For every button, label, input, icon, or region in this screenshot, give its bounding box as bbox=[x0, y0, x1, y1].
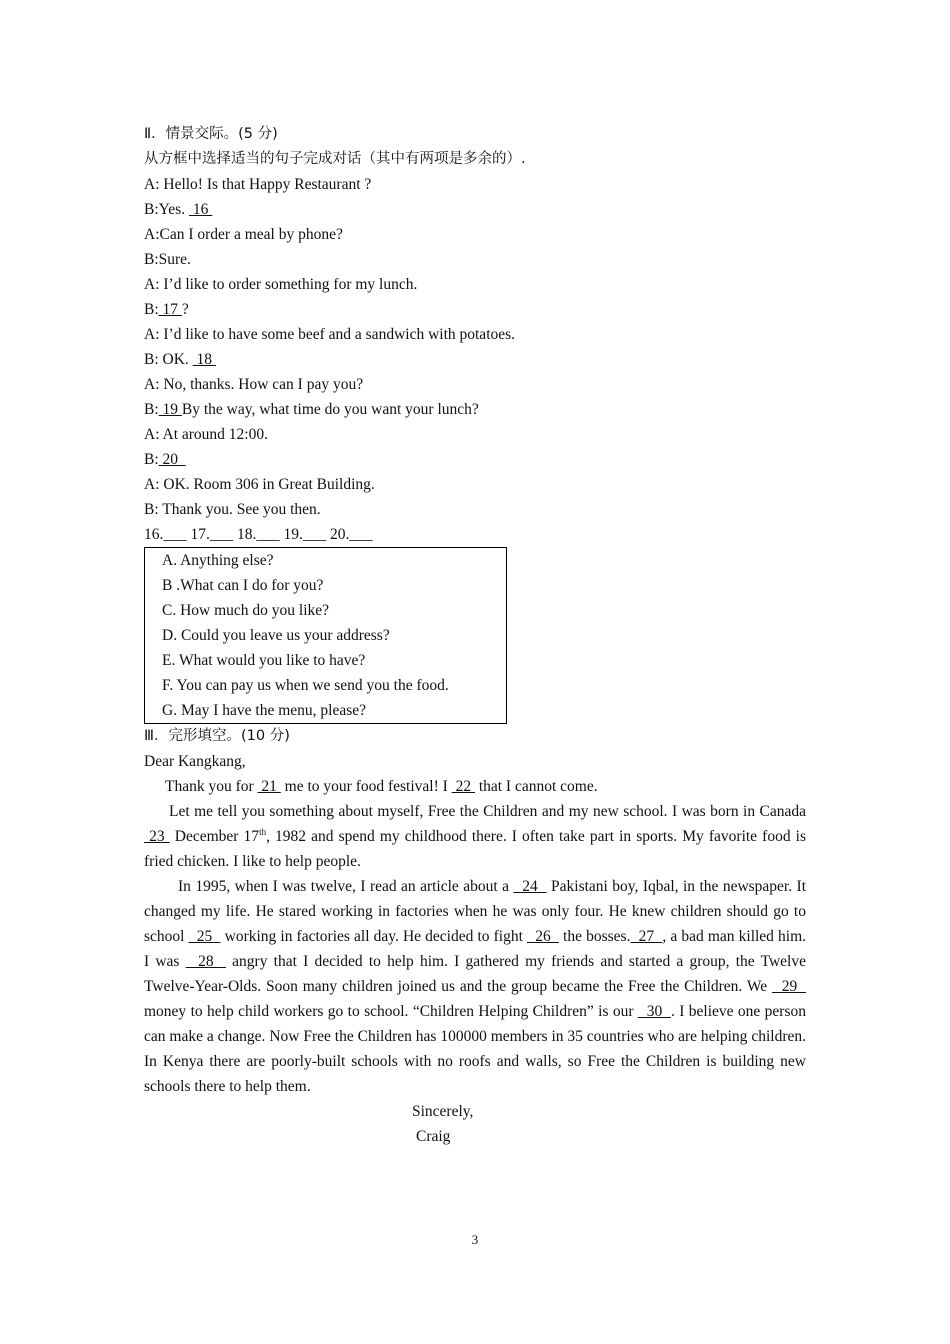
dialog-line-5: A: I’d like to order something for my lunch. bbox=[144, 276, 418, 293]
option-b: B .What can I do for you? bbox=[162, 577, 324, 594]
dialog-line-14: B: Thank you. See you then. bbox=[144, 501, 321, 518]
dialog-line-11: A: At around 12:00. bbox=[144, 426, 268, 443]
option-e: E. What would you like to have? bbox=[162, 652, 366, 669]
blank-20: 20 bbox=[158, 451, 186, 468]
dialog-line-2: B:Yes. 16 bbox=[144, 201, 213, 218]
option-d: D. Could you leave us your address? bbox=[162, 627, 390, 644]
section3-heading: Ⅲ．完形填空。(10 分) bbox=[144, 728, 290, 744]
page-number: 3 bbox=[471, 1232, 479, 1247]
letter-paragraph-2: Let me tell you something about myself, Free the Children and my new school. I was born in Canada 23 December 17th, 1982 and spend my childhood there. I often take part in sports. My favorite food is fried chicken. I like to help people. bbox=[144, 803, 806, 870]
letter-greeting: Dear Kangkang, bbox=[144, 753, 246, 770]
blank-29: 29 bbox=[772, 978, 806, 995]
letter-paragraph-1: Thank you for 21 me to your food festival! I 22 that I cannot come. bbox=[165, 778, 598, 795]
blank-25: 25 bbox=[188, 928, 221, 945]
blank-28: 28 bbox=[185, 953, 226, 970]
dialog-line-3: A:Can I order a meal by phone? bbox=[144, 226, 343, 243]
letter-paragraph-3: In 1995, when I was twelve, I read an article about a 24 Pakistani boy, Iqbal, in the newspaper. It changed my life. He stared working in factories when he was only four. He knew children should go to school 25 working in factories all day. He decided to fight 26 the bosses. 27 , a bad man killed him. I was 28 angry that I decided to help him. I gathered my friends and started a group, the Twelve Twelve-Year-Olds. Soon many children joined us and the group became the Free the Children. We 29 money to help child workers go to school. “Children Helping Children” is our 30 . I believe one person can make a change. Now Free the Children has 100000 members in 35 countries who are helping children. In Kenya there are poorly-built schools with no roofs and walls, so Free the Children is building new schools there to help them. bbox=[144, 878, 807, 1095]
blank-16: 16 bbox=[188, 201, 213, 218]
blank-19: 19 bbox=[158, 401, 182, 418]
blank-22: 22 bbox=[451, 778, 475, 795]
blank-26: 26 bbox=[527, 928, 559, 945]
option-a: A. Anything else? bbox=[162, 552, 274, 569]
ordinal-suffix: th bbox=[259, 826, 267, 837]
dialog-line-9: A: No, thanks. How can I pay you? bbox=[144, 376, 364, 393]
section2-instruction: 从方框中选择适当的句子完成对话（其中有两项是多余的）. bbox=[144, 151, 526, 167]
options-box bbox=[144, 547, 507, 724]
option-c: C. How much do you like? bbox=[162, 602, 330, 619]
dialog-line-7: A: I’d like to have some beef and a sandwich with potatoes. bbox=[144, 326, 516, 343]
dialog-line-1: A: Hello! Is that Happy Restaurant ? bbox=[144, 176, 372, 193]
blank-18: 18 bbox=[192, 351, 216, 368]
option-g: G. May I have the menu, please? bbox=[162, 702, 367, 719]
letter-signature: Craig bbox=[416, 1128, 451, 1145]
dialog-line-13: A: OK. Room 306 in Great Building. bbox=[144, 476, 375, 493]
answer-line: 16.___ 17.___ 18.___ 19.___ 20.___ bbox=[144, 526, 373, 543]
section2-heading: Ⅱ．情景交际。(5 分) bbox=[144, 126, 278, 142]
letter-closing: Sincerely, bbox=[412, 1103, 474, 1120]
dialog-line-8: B: OK. 18 bbox=[144, 351, 216, 368]
blank-21: 21 bbox=[257, 778, 281, 795]
dialog-line-4: B:Sure. bbox=[144, 251, 191, 268]
blank-30: 30 bbox=[637, 1003, 671, 1020]
blank-24: 24 bbox=[513, 878, 547, 895]
blank-23: 23 bbox=[144, 828, 170, 845]
dialog-line-12: B: 20 bbox=[144, 451, 186, 468]
blank-27: 27 bbox=[630, 928, 663, 945]
worksheet-page bbox=[144, 122, 806, 1149]
blank-17: 17 bbox=[158, 301, 182, 318]
dialog-line-10: B: 19 By the way, what time do you want your lunch? bbox=[144, 401, 479, 418]
dialog-line-6: B: 17 ? bbox=[144, 301, 189, 318]
option-f: F. You can pay us when we send you the food. bbox=[162, 677, 449, 694]
